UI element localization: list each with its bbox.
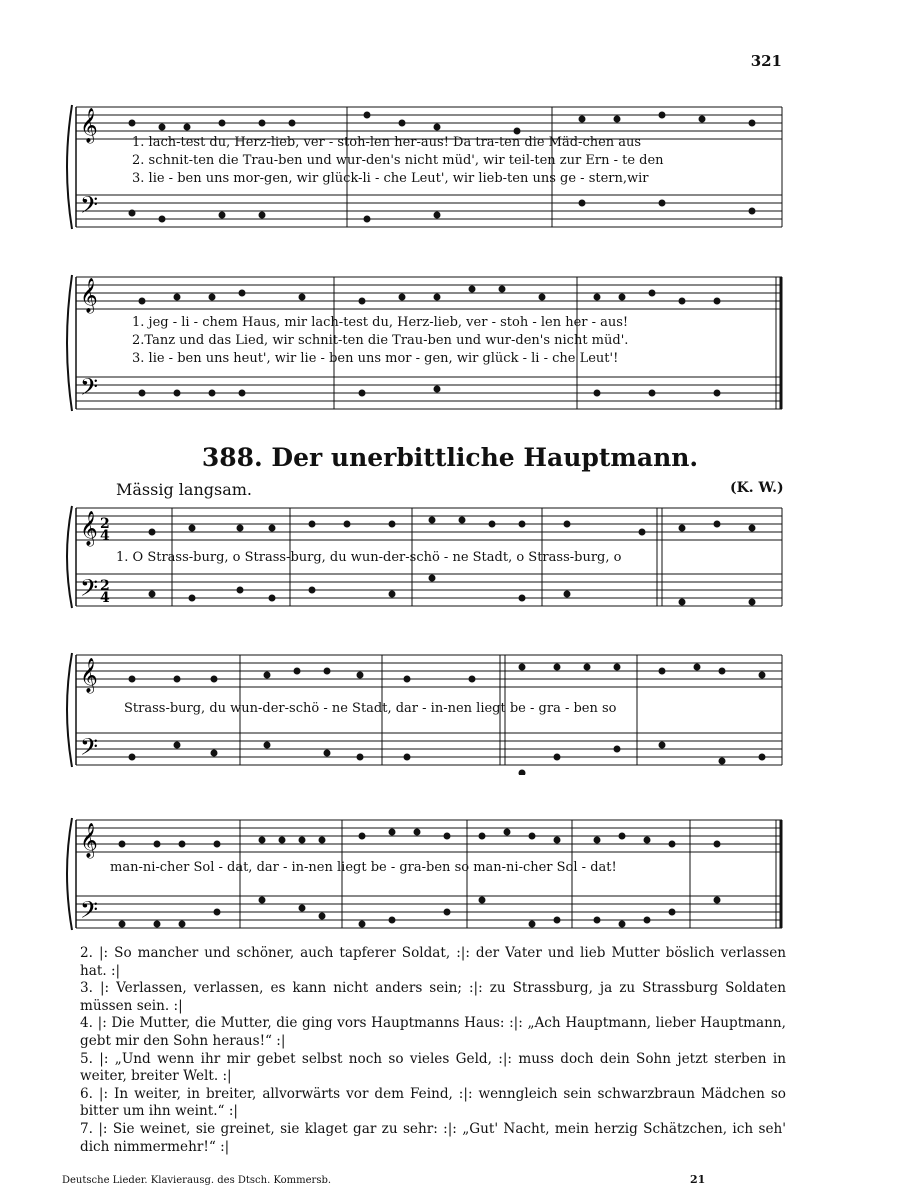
music-system-3 [62, 498, 822, 618]
svg-text:4: 4 [100, 590, 110, 606]
verse-3: 3. |: Verlassen, verlassen, es kann nicht anders sein; :|: zu Strassburg, ja zu Strassburg Soldaten müssen sein. :| [80, 980, 786, 1014]
svg-text:4: 4 [100, 528, 110, 544]
svg-text:2: 2 [100, 516, 110, 532]
verse-7: 7. |: Sie weinet, sie greinet, sie klaget gar zu sehr: :|: „Gut' Nacht, mein herzig Schätzchen, ich seh' dich nimmermehr!“ :| [80, 1120, 786, 1155]
lyric-line: 1. lach-test du, Herz-lieb, ver - stoh-len her-aus! Da tra-ten die Mäd-chen aus [132, 135, 642, 150]
tempo-marking: Mässig langsam. [116, 480, 252, 499]
song-title: 388. Der unerbittliche Hauptmann. [201, 443, 699, 472]
svg-text:𝄞: 𝄞 [80, 511, 98, 546]
lyric-line: Strass-burg, du wun-der-schö - ne Stadt, dar - in-nen liegt be - gra - ben so [124, 701, 617, 716]
music-system-4 [62, 645, 822, 775]
svg-text:𝄢: 𝄢 [80, 373, 99, 406]
svg-text:𝄞: 𝄞 [80, 278, 98, 313]
footer-signature: 21 [690, 1173, 706, 1186]
verse-6: 6. |: In weiter, in breiter, allvorwärts vor dem Feind, :|: wenngleich sein schwarzbraun Mädchen so bitter um ihn weint.“ :| [80, 1085, 786, 1120]
verse-5: 5. |: „Und wenn ihr mir gebet selbst noch so vieles Geld, :|: muss doch dein Sohn jetzt sterben in weiter, breiter Welt. :| [80, 1050, 786, 1085]
svg-text:𝄞: 𝄞 [80, 108, 98, 143]
lyric-line: 2. schnit-ten die Trau-ben und wur-den's nicht müd', wir teil-ten zur Ern - te den [132, 153, 664, 168]
verse-4: 4. |: Die Mutter, die Mutter, die ging vors Hauptmanns Haus: :|: „Ach Hauptmann, lieber Hauptmann, gebt mir den Sohn heraus!“ :| [80, 1015, 786, 1049]
music-system-1 [62, 95, 822, 235]
svg-text:2: 2 [100, 578, 110, 594]
lyric-line: 3. lie - ben uns heut', wir lie - ben uns mor - gen, wir glück - li - che Leut'! [132, 351, 619, 366]
lyric-line: man-ni-cher Sol - dat, dar - in-nen liegt be - gra-ben so man-ni-cher Sol - dat! [110, 860, 617, 875]
lyric-line: 1. O Strass-burg, o Strass-burg, du wun-der-schö - ne Stadt, o Strass-burg, o [116, 550, 622, 565]
lyric-line: 3. lie - ben uns mor-gen, wir glück-li - che Leut', wir lieb-ten uns ge - stern,wir [132, 171, 649, 186]
page-number: 321 [750, 52, 782, 70]
verse-2: 2. |: So mancher und schöner, auch tapferer Soldat, :|: der Vater und lieb Mutter böslich verlassen hat. :| [80, 945, 786, 979]
music-system-2 [62, 265, 822, 415]
footer-source: Deutsche Lieder. Klavierausg. des Dtsch. Kommersb. [62, 1175, 332, 1186]
music-system-5 [62, 800, 822, 940]
svg-text:𝄢: 𝄢 [80, 733, 99, 766]
song-credit: (K. W.) [730, 480, 784, 496]
svg-text:𝄢: 𝄢 [80, 574, 99, 607]
svg-text:𝄞: 𝄞 [80, 823, 98, 858]
verses-text [80, 945, 786, 1156]
lyric-line: 1. jeg - li - chem Haus, mir lach-test du, Herz-lieb, ver - stoh - len her - aus! [132, 315, 629, 330]
lyric-line: 2.Tanz und das Lied, wir schnit-ten die Trau-ben und wur-den's nicht müd'. [132, 333, 629, 348]
svg-text:𝄞: 𝄞 [80, 658, 98, 693]
svg-text:𝄢: 𝄢 [80, 896, 99, 929]
svg-text:𝄢: 𝄢 [80, 191, 99, 224]
